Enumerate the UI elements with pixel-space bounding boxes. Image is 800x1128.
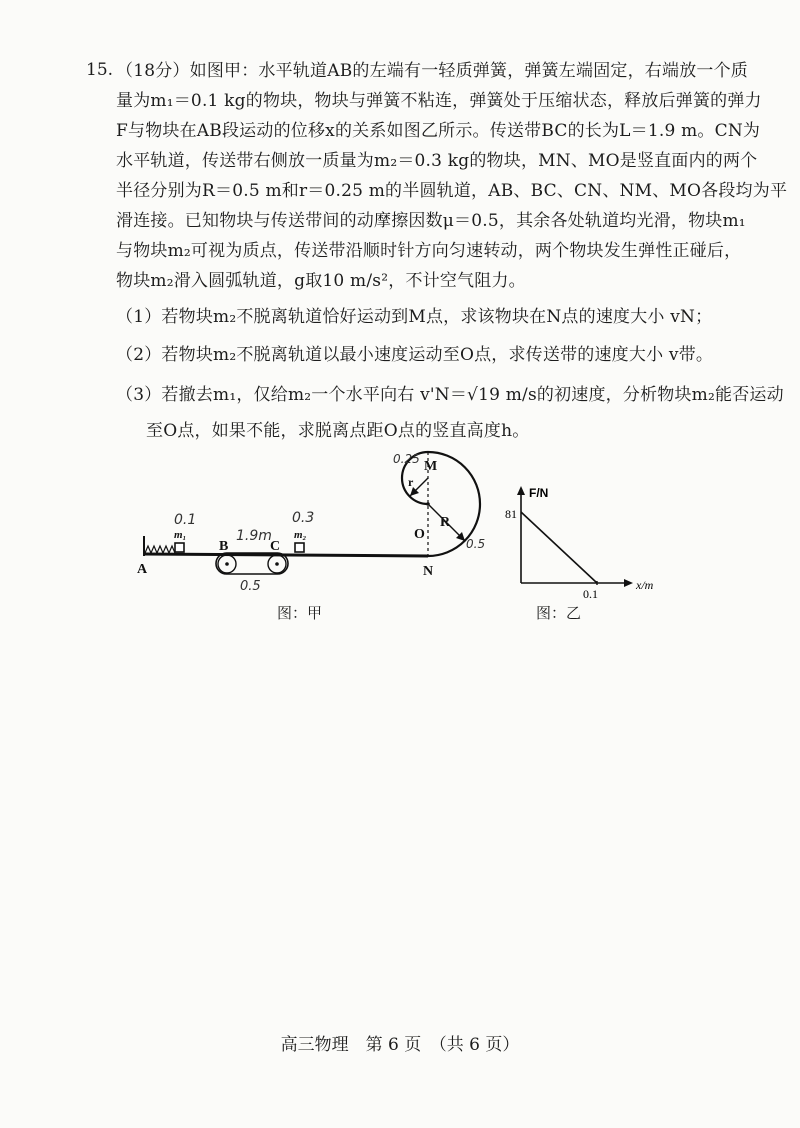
label-a: A xyxy=(137,562,148,577)
question-line: 量为m₁＝0.1 kg的物块，物块与弹簧不粘连，弹簧处于压缩状态，释放后弹簧的弹力 xyxy=(116,91,762,111)
figure-a-caption: 图：甲 xyxy=(277,604,323,622)
question-line: 滑连接。已知物块与传送带间的动摩擦因数μ＝0.5，其余各处轨道均光滑，物块m₁ xyxy=(116,211,746,231)
figure-b-caption: 图：乙 xyxy=(536,604,582,622)
belt-axle-left xyxy=(225,562,229,566)
label-small-r: r xyxy=(408,475,414,489)
part-3-cont: 至O点，如果不能，求脱离点距O点的竖直高度h。 xyxy=(146,421,530,441)
question-number: 15. xyxy=(86,60,114,80)
question-line: （18分）如图甲：水平轨道AB的左端有一轻质弹簧，弹簧左端固定，右端放一个质 xyxy=(116,61,748,81)
part-3: （3）若撤去m₁，仅给m₂一个水平向右 v'N＝√19 m/s的初速度，分析物块m₂能否运动 xyxy=(116,385,784,405)
handwritten-m1-mass: 0.1 xyxy=(174,512,197,528)
horizontal-track xyxy=(144,554,428,556)
handwritten-mu: 0.5 xyxy=(240,579,261,594)
belt-axle-right xyxy=(275,562,279,566)
x-axis-arrow xyxy=(624,579,633,587)
label-big-r: R xyxy=(440,515,451,530)
label-b: B xyxy=(219,539,229,554)
question-line: 与物块m₂可视为质点，传送带沿顺时针方向匀速转动，两个物块发生弹性正碰后， xyxy=(116,241,742,261)
handwritten-m2-mass: 0.3 xyxy=(292,510,315,526)
y-axis-arrow xyxy=(517,486,525,495)
page-footer: 高三物理 第 6 页 （共 6 页） xyxy=(280,1035,520,1055)
handwritten-bc-length: 1.9m xyxy=(236,528,272,544)
question-line: 水平轨道，传送带右侧放一质量为m₂＝0.3 kg的物块，MN、MO是竖直面内的两个 xyxy=(116,151,758,171)
label-o: O xyxy=(414,527,425,542)
spring xyxy=(145,546,175,553)
x-axis-label: x/m xyxy=(636,578,654,592)
point-o-dot xyxy=(426,502,430,506)
x-tick-label: 0.1 xyxy=(583,587,598,600)
part-1: （1）若物块m₂不脱离轨道恰好运动到M点，求该物块在N点的速度大小 vN； xyxy=(116,307,713,327)
part-2: （2）若物块m₂不脱离轨道以最小速度运动至O点，求传送带的速度大小 v带。 xyxy=(116,345,714,365)
label-m1: m₁ xyxy=(174,529,187,541)
handwritten-big-r-value: 0.5 xyxy=(466,537,486,551)
label-n: N xyxy=(423,564,434,579)
y-axis-label: F/N xyxy=(529,486,549,500)
label-m: M xyxy=(424,459,438,474)
m2-block xyxy=(295,543,304,552)
question-line: 半径分别为R＝0.5 m和r＝0.25 m的半圆轨道，AB、BC、CN、NM、MO各段均为平 xyxy=(116,181,788,201)
force-displacement-line xyxy=(521,512,597,583)
figure-b-chart xyxy=(500,480,680,600)
question-line: 物块m₂滑入圆弧轨道，g取10 m/s²，不计空气阻力。 xyxy=(116,271,526,291)
question-line: F与物块在AB段运动的位移x的关系如图乙所示。传送带BC的长为L＝1.9 m。CN为 xyxy=(116,121,761,141)
m1-block xyxy=(175,543,184,552)
figure-a-diagram xyxy=(0,440,500,610)
label-m2: m₂ xyxy=(294,529,307,541)
handwritten-r-value: 0.25 xyxy=(393,452,420,466)
y-tick-label: 81 xyxy=(505,507,517,521)
label-c: C xyxy=(270,539,281,554)
